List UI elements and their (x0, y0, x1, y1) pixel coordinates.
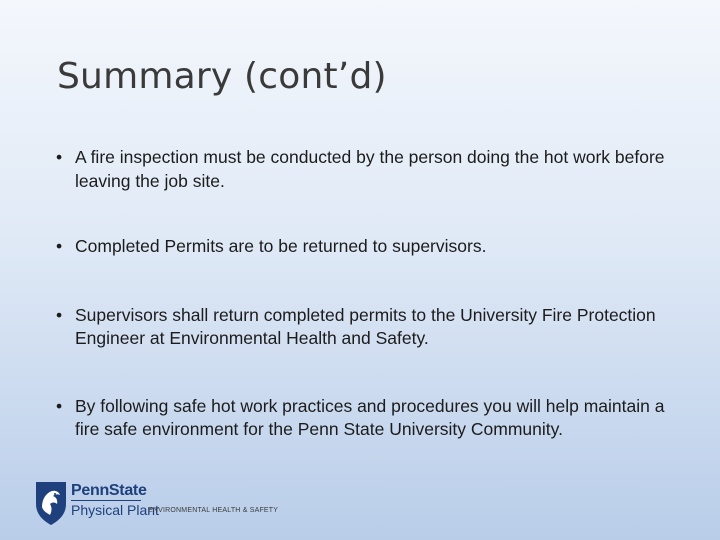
logo-name-bottom: Physical Plant (71, 502, 159, 518)
penn-state-logo (34, 480, 284, 526)
nittany-lion-shield-icon (34, 480, 68, 526)
logo-department: ENVIRONMENTAL HEALTH & SAFETY (148, 507, 279, 514)
logo-divider (71, 500, 141, 501)
bullet-text: By following safe hot work practices and procedures you will help maintain a fire safe environment for the Penn State University Community. (75, 395, 665, 439)
bullet-marker: • (56, 395, 63, 416)
bullet-item (56, 235, 676, 259)
bullet-item (56, 395, 676, 442)
bullet-item (56, 146, 676, 193)
bullet-text: Supervisors shall return completed permits to the University Fire Protection Engineer at Environmental Health and Safety. (75, 304, 656, 348)
bullet-marker: • (56, 236, 63, 256)
bullet-item (56, 304, 676, 351)
bullet-list (56, 146, 676, 442)
slide-title: Summary (cont’d) (57, 56, 387, 97)
bullet-marker: • (56, 147, 63, 167)
bullet-text: A fire inspection must be conducted by the person doing the hot work before leaving the job site. (75, 147, 665, 191)
bullet-text: Completed Permits are to be returned to supervisors. (75, 236, 487, 256)
logo-name-top: PennState (71, 482, 147, 499)
bullet-marker: • (56, 304, 63, 325)
